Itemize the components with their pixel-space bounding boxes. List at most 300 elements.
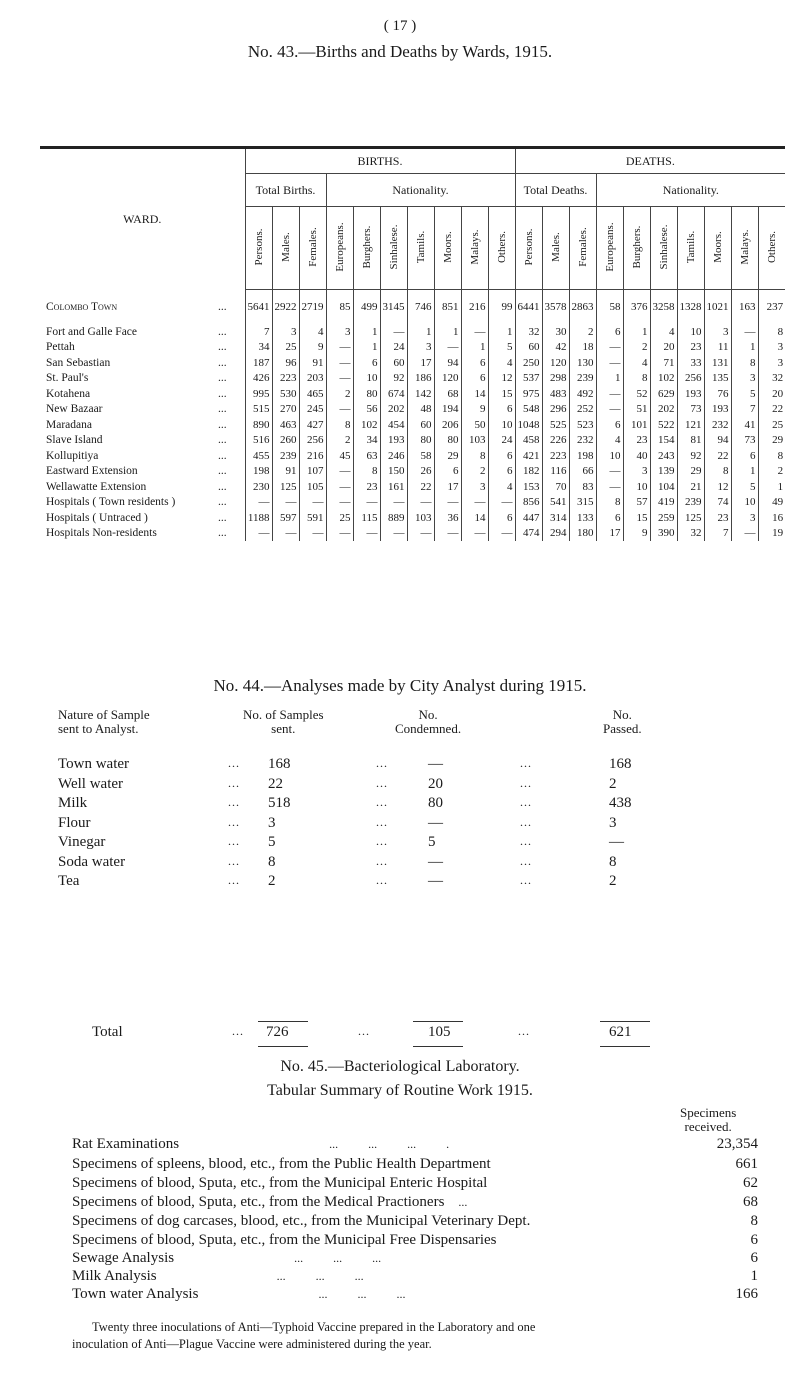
table-cell: 182 <box>515 464 542 480</box>
table-cell: 6 <box>461 355 488 371</box>
table-cell: 41 <box>731 417 758 433</box>
table-cell: 163 <box>731 290 758 325</box>
table-cell: 80 <box>353 386 380 402</box>
table-cell: 597 <box>272 510 299 526</box>
table-cell: — <box>326 495 353 511</box>
table-cell: — <box>461 526 488 542</box>
analysis-row: Tea ... 2 ... — ... 2 <box>58 873 617 889</box>
table-cell: 102 <box>353 417 380 433</box>
table-cell: 56 <box>353 402 380 418</box>
samples-sent: 168 <box>268 756 291 772</box>
table-cell: 22 <box>758 402 785 418</box>
table-cell: 1328 <box>677 290 704 325</box>
table-cell: — <box>596 386 623 402</box>
table-cell: — <box>434 340 461 356</box>
table-cell: — <box>380 495 407 511</box>
table-cell: — <box>380 526 407 542</box>
table-cell: 314 <box>542 510 569 526</box>
table-cell: 216 <box>461 290 488 325</box>
specimen-label: Milk Analysis <box>72 1268 157 1284</box>
table-cell: 133 <box>569 510 596 526</box>
table-cell: 458 <box>515 433 542 449</box>
table-cell: 3145 <box>380 290 407 325</box>
table-cell: 36 <box>434 510 461 526</box>
table-cell: 57 <box>623 495 650 511</box>
table-cell: 5 <box>731 386 758 402</box>
table-cell: 24 <box>380 340 407 356</box>
table-cell: 3 <box>731 371 758 387</box>
table-cell: 294 <box>542 526 569 542</box>
table-cell: — <box>461 495 488 511</box>
table-cell: 4 <box>299 324 326 340</box>
specimen-row: Town water Analysis ... ... ... <box>72 1286 406 1302</box>
total-row: Total ... 726 ... 105 ... 621 <box>92 1024 632 1040</box>
table-cell: 83 <box>569 479 596 495</box>
table-cell: 125 <box>272 479 299 495</box>
table-cell: 4 <box>623 355 650 371</box>
table-cell: 1 <box>731 464 758 480</box>
table-cell: 3 <box>272 324 299 340</box>
table-cell: 17 <box>434 479 461 495</box>
table-cell: 8 <box>461 448 488 464</box>
table-cell: 40 <box>623 448 650 464</box>
table-cell: 6 <box>596 324 623 340</box>
table-cell: — <box>380 324 407 340</box>
ward-name: Colombo Town ... <box>46 300 227 313</box>
table-cell: 223 <box>542 448 569 464</box>
table-cell: 52 <box>623 386 650 402</box>
table-cell: 15 <box>488 386 515 402</box>
table-cell: 8 <box>326 417 353 433</box>
table-cell: 150 <box>380 464 407 480</box>
table-cell: 120 <box>542 355 569 371</box>
specimen-label: Specimens of dog carcases, blood, etc., from the Municipal Veterinary Dept. <box>72 1213 531 1229</box>
table-cell: 193 <box>704 402 731 418</box>
table-cell: 2863 <box>569 290 596 325</box>
table-cell: — <box>407 526 434 542</box>
table-cell: 74 <box>704 495 731 511</box>
table-cell: 116 <box>542 464 569 480</box>
deaths-col-header: Females. <box>569 207 596 290</box>
footnote-line-2: inoculation of Anti—Plague Vaccine were administered during the year. <box>72 1337 432 1351</box>
table-cell: 81 <box>677 433 704 449</box>
table-cell: 103 <box>461 433 488 449</box>
table-cell: 99 <box>488 290 515 325</box>
table-cell: 421 <box>515 448 542 464</box>
table-cell: 2922 <box>272 290 299 325</box>
table-cell: 10 <box>623 479 650 495</box>
table-cell: 390 <box>650 526 677 542</box>
specimen-label: Specimens of blood, Sputa, etc., from the Municipal Free Dispensaries <box>72 1232 497 1248</box>
table-cell: — <box>272 526 299 542</box>
table-cell: 1 <box>488 324 515 340</box>
table-cell: 80 <box>434 433 461 449</box>
table-cell: 7 <box>704 526 731 542</box>
table-cell: — <box>488 495 515 511</box>
specimen-row: Milk Analysis ... ... ... <box>72 1268 364 1284</box>
specimen-count: 6 <box>750 1232 758 1248</box>
footnote-line-1: Twenty three inoculations of Anti—Typhoid Vaccine prepared in the Laboratory and one <box>92 1320 536 1334</box>
table-cell: 1188 <box>245 510 272 526</box>
section45-title: No. 45.—Bacteriological Laboratory. <box>280 1058 520 1075</box>
table-cell: 454 <box>380 417 407 433</box>
samples-sent: 3 <box>268 814 276 831</box>
table-cell: 5 <box>488 340 515 356</box>
table-cell: 161 <box>380 479 407 495</box>
sample-name: Flour <box>58 814 91 831</box>
table-cell: 23 <box>353 479 380 495</box>
table43-title: No. 43.—Births and Deaths by Wards, 1915. <box>247 42 553 61</box>
specimen-count: 68 <box>743 1194 758 1210</box>
table-cell: 22 <box>704 448 731 464</box>
analysis-row: Milk ... 518 ... 80 ... 438 <box>58 795 632 811</box>
table-cell: 17 <box>407 355 434 371</box>
table-cell: 3578 <box>542 290 569 325</box>
analysis-row: Vinegar ... 5 ... 5 ... — <box>58 834 624 850</box>
table-cell: 674 <box>380 386 407 402</box>
table-cell: 34 <box>353 433 380 449</box>
samples-condemned: — <box>428 853 443 870</box>
table-cell: 7 <box>731 402 758 418</box>
table-cell: 91 <box>299 355 326 371</box>
table-cell: 131 <box>704 355 731 371</box>
table-cell: 591 <box>299 510 326 526</box>
table-cell: 463 <box>272 417 299 433</box>
table-cell: 239 <box>272 448 299 464</box>
specimen-label: Specimens of spleens, blood, etc., from the Public Health Department <box>72 1156 491 1172</box>
table-cell: 216 <box>299 448 326 464</box>
deaths-col-header: Malays. <box>731 207 758 290</box>
table-cell: 14 <box>461 386 488 402</box>
table-cell: 60 <box>380 355 407 371</box>
births-col-header: Europeans. <box>326 207 353 290</box>
table-cell: 3 <box>623 464 650 480</box>
table-cell: — <box>596 340 623 356</box>
table-cell: 851 <box>434 290 461 325</box>
table-cell: 256 <box>299 433 326 449</box>
table-cell: 1 <box>434 324 461 340</box>
table-cell: 1048 <box>515 417 542 433</box>
table-cell: 101 <box>623 417 650 433</box>
table-cell: 187 <box>245 355 272 371</box>
table-cell: 58 <box>596 290 623 325</box>
table-cell: — <box>245 495 272 511</box>
table-cell: 483 <box>542 386 569 402</box>
table-cell: 2719 <box>299 290 326 325</box>
table-cell: 243 <box>650 448 677 464</box>
deaths-col-header: Persons. <box>515 207 542 290</box>
table-cell: — <box>326 355 353 371</box>
specimen-count: 166 <box>735 1286 758 1302</box>
table-cell: 419 <box>650 495 677 511</box>
births-col-header: Others. <box>488 207 515 290</box>
table-cell: — <box>326 464 353 480</box>
table-cell: 5 <box>731 479 758 495</box>
ward-name: New Bazaar ... <box>46 403 227 416</box>
table44-title: No. 44.—Analyses made by City Analyst during 1915. <box>213 676 587 695</box>
table-cell: 202 <box>650 402 677 418</box>
table-cell: 1 <box>596 371 623 387</box>
table-cell: 2 <box>326 386 353 402</box>
col-sent-header: No. of Samples sent. <box>243 707 324 736</box>
total-births-header: Total Births. <box>245 174 326 207</box>
table-cell: 73 <box>677 402 704 418</box>
births-header: BIRTHS. <box>245 148 515 174</box>
table-cell: 2 <box>623 340 650 356</box>
specimen-row: Rat Examinations ... ... ... . <box>72 1136 450 1152</box>
table-cell: 32 <box>758 371 785 387</box>
table-cell: 890 <box>245 417 272 433</box>
table-cell: 1 <box>353 324 380 340</box>
table-cell: 6 <box>488 402 515 418</box>
table-cell: 96 <box>272 355 299 371</box>
table-cell: 60 <box>515 340 542 356</box>
table-cell: 4 <box>488 479 515 495</box>
samples-passed: 8 <box>609 853 617 870</box>
deaths-col-header: Others. <box>758 207 785 290</box>
table-cell: 6 <box>488 510 515 526</box>
table-cell: 3 <box>326 324 353 340</box>
table-cell: 48 <box>407 402 434 418</box>
table-cell: 94 <box>434 355 461 371</box>
analysis-row: Soda water ... 8 ... — ... 8 <box>58 853 617 870</box>
births-col-header: Moors. <box>434 207 461 290</box>
table-cell: 15 <box>623 510 650 526</box>
table-cell: 193 <box>380 433 407 449</box>
table-cell: 8 <box>758 448 785 464</box>
table-cell: 63 <box>353 448 380 464</box>
table-cell: 4 <box>488 355 515 371</box>
table-cell: 135 <box>704 371 731 387</box>
ward-name: Hospitals ( Untraced ) ... <box>46 511 227 524</box>
ward-name: Fort and Galle Face ... <box>46 325 227 338</box>
samples-passed: 3 <box>609 814 617 831</box>
specimen-count: 661 <box>735 1156 758 1172</box>
table-cell: 76 <box>704 386 731 402</box>
deaths-col-header: Moors. <box>704 207 731 290</box>
table-cell: 2 <box>326 433 353 449</box>
table-cell: — <box>434 526 461 542</box>
table-cell: 3 <box>461 479 488 495</box>
deaths-col-header: Sinhalese. <box>650 207 677 290</box>
table-cell: 6 <box>353 355 380 371</box>
table-cell: — <box>326 340 353 356</box>
samples-condemned: — <box>428 756 443 772</box>
table-cell: 45 <box>326 448 353 464</box>
table-cell: 58 <box>407 448 434 464</box>
table-cell: — <box>353 526 380 542</box>
table-cell: 8 <box>704 464 731 480</box>
table-cell: 198 <box>245 464 272 480</box>
table-cell: 239 <box>677 495 704 511</box>
col-passed-header: No. Passed. <box>603 707 642 736</box>
table-cell: — <box>326 526 353 542</box>
samples-condemned: 5 <box>428 834 436 850</box>
samples-condemned: 80 <box>428 795 443 811</box>
samples-condemned: 20 <box>428 775 443 792</box>
table-cell: 523 <box>569 417 596 433</box>
table-cell: 17 <box>596 526 623 542</box>
table-cell: 19 <box>758 526 785 542</box>
table-cell: 186 <box>407 371 434 387</box>
table-cell: 6 <box>488 464 515 480</box>
table-cell: 10 <box>731 495 758 511</box>
table-cell: 298 <box>542 371 569 387</box>
table-cell: 530 <box>272 386 299 402</box>
table-cell: 10 <box>488 417 515 433</box>
page-number: ( 17 ) <box>383 18 417 34</box>
samples-passed: 168 <box>609 756 632 772</box>
births-col-header: Burghers. <box>353 207 380 290</box>
table-cell: 296 <box>542 402 569 418</box>
specimen-count: 23,354 <box>716 1136 758 1152</box>
samples-passed: 438 <box>609 795 632 811</box>
table-cell: 9 <box>299 340 326 356</box>
table-cell: 29 <box>758 433 785 449</box>
table-cell: 24 <box>488 433 515 449</box>
analysis-row: Flour ... 3 ... — ... 3 <box>58 814 617 831</box>
table-cell: 50 <box>461 417 488 433</box>
table-cell: 30 <box>542 324 569 340</box>
table-cell: 105 <box>299 479 326 495</box>
table-cell: 42 <box>542 340 569 356</box>
sample-name: Tea <box>58 873 80 889</box>
specimens-header: Specimens received. <box>680 1105 737 1134</box>
ward-name: St. Paul's ... <box>46 372 227 385</box>
table-cell: 230 <box>245 479 272 495</box>
table-cell: 102 <box>650 371 677 387</box>
table-cell: 3 <box>758 355 785 371</box>
table-cell: 260 <box>272 433 299 449</box>
table-cell: 6441 <box>515 290 542 325</box>
samples-sent: 5 <box>268 834 276 850</box>
table-cell: 12 <box>488 371 515 387</box>
table-cell: 23 <box>677 340 704 356</box>
specimen-row: Sewage Analysis ... ... ... <box>72 1250 382 1266</box>
total-deaths-header: Total Deaths. <box>515 174 596 207</box>
table-cell: 80 <box>407 433 434 449</box>
table-cell: — <box>353 495 380 511</box>
table-cell: 153 <box>515 479 542 495</box>
table-cell: 16 <box>758 510 785 526</box>
table-cell: 73 <box>731 433 758 449</box>
samples-sent: 8 <box>268 853 276 870</box>
table-cell: 2 <box>758 464 785 480</box>
table-cell: 6 <box>434 464 461 480</box>
ward-name: San Sebastian ... <box>46 356 227 369</box>
table-cell: 29 <box>677 464 704 480</box>
table-cell: — <box>326 402 353 418</box>
table-cell: 32 <box>677 526 704 542</box>
table-cell: 537 <box>515 371 542 387</box>
table-cell: — <box>326 479 353 495</box>
table-cell: 1021 <box>704 290 731 325</box>
table-cell: — <box>326 371 353 387</box>
table-cell: — <box>731 324 758 340</box>
table-cell: — <box>407 495 434 511</box>
table-cell: 315 <box>569 495 596 511</box>
specimen-label: Town water Analysis <box>72 1286 199 1302</box>
table-cell: 245 <box>299 402 326 418</box>
specimen-row <box>72 1232 752 1249</box>
analysis-row: Town water ... 168 ... — ... 168 <box>58 756 632 772</box>
table-cell: 259 <box>650 510 677 526</box>
table-cell: 8 <box>596 495 623 511</box>
specimen-row <box>72 1156 752 1173</box>
table-cell: 4 <box>596 433 623 449</box>
table-cell: — <box>731 526 758 542</box>
births-col-header: Tamils. <box>407 207 434 290</box>
table-cell: 194 <box>434 402 461 418</box>
table-cell: 14 <box>461 510 488 526</box>
ward-name: Maradana ... <box>46 418 227 431</box>
table-cell: 142 <box>407 386 434 402</box>
table-cell: 25 <box>326 510 353 526</box>
table-cell: 198 <box>569 448 596 464</box>
table-cell: 889 <box>380 510 407 526</box>
table-cell: 23 <box>704 510 731 526</box>
table-cell: 856 <box>515 495 542 511</box>
table-cell: 20 <box>758 386 785 402</box>
table-cell: 22 <box>407 479 434 495</box>
table-cell: 522 <box>650 417 677 433</box>
births-col-header: Females. <box>299 207 326 290</box>
table-cell: 3 <box>704 324 731 340</box>
ward-name: Hospitals ( Town residents ) ... <box>46 496 227 509</box>
table-cell: 1 <box>461 340 488 356</box>
table-cell: 107 <box>299 464 326 480</box>
table-cell: 541 <box>542 495 569 511</box>
table-cell: 71 <box>650 355 677 371</box>
table-cell: 6 <box>731 448 758 464</box>
table-cell: — <box>434 495 461 511</box>
table-cell: 455 <box>245 448 272 464</box>
table-cell: 515 <box>245 402 272 418</box>
table-cell: — <box>245 526 272 542</box>
table-cell: 426 <box>245 371 272 387</box>
table-cell: 20 <box>650 340 677 356</box>
table-cell: 130 <box>569 355 596 371</box>
births-col-header: Sinhalese. <box>380 207 407 290</box>
specimen-count: 1 <box>750 1268 758 1284</box>
ward-name: Wellawatte Extension ... <box>46 480 227 493</box>
sample-name: Soda water <box>58 853 126 870</box>
specimen-label: Rat Examinations <box>72 1136 180 1152</box>
specimen-label: Sewage Analysis <box>72 1250 175 1266</box>
table-cell: 8 <box>758 324 785 340</box>
table-cell: 91 <box>272 464 299 480</box>
table-cell: 85 <box>326 290 353 325</box>
samples-passed: 2 <box>609 873 617 889</box>
table-cell: 246 <box>380 448 407 464</box>
table-cell: 8 <box>623 371 650 387</box>
table-cell: 746 <box>407 290 434 325</box>
table-cell: 23 <box>623 433 650 449</box>
table-cell: 32 <box>515 324 542 340</box>
ward-name: Slave Island ... <box>46 434 227 447</box>
samples-sent: 22 <box>268 775 283 792</box>
table-cell: 10 <box>353 371 380 387</box>
births-nationality-header: Nationality. <box>326 174 515 207</box>
col-condemned-header: No. Condemned. <box>395 707 462 736</box>
deaths-col-header: Tamils. <box>677 207 704 290</box>
table-cell: 60 <box>407 417 434 433</box>
samples-passed: — <box>609 834 624 850</box>
table-cell: 120 <box>434 371 461 387</box>
specimen-count: 8 <box>750 1213 758 1229</box>
table-cell: 154 <box>650 433 677 449</box>
col-nature-header: Nature of Sample sent to Analyst. <box>58 707 150 736</box>
